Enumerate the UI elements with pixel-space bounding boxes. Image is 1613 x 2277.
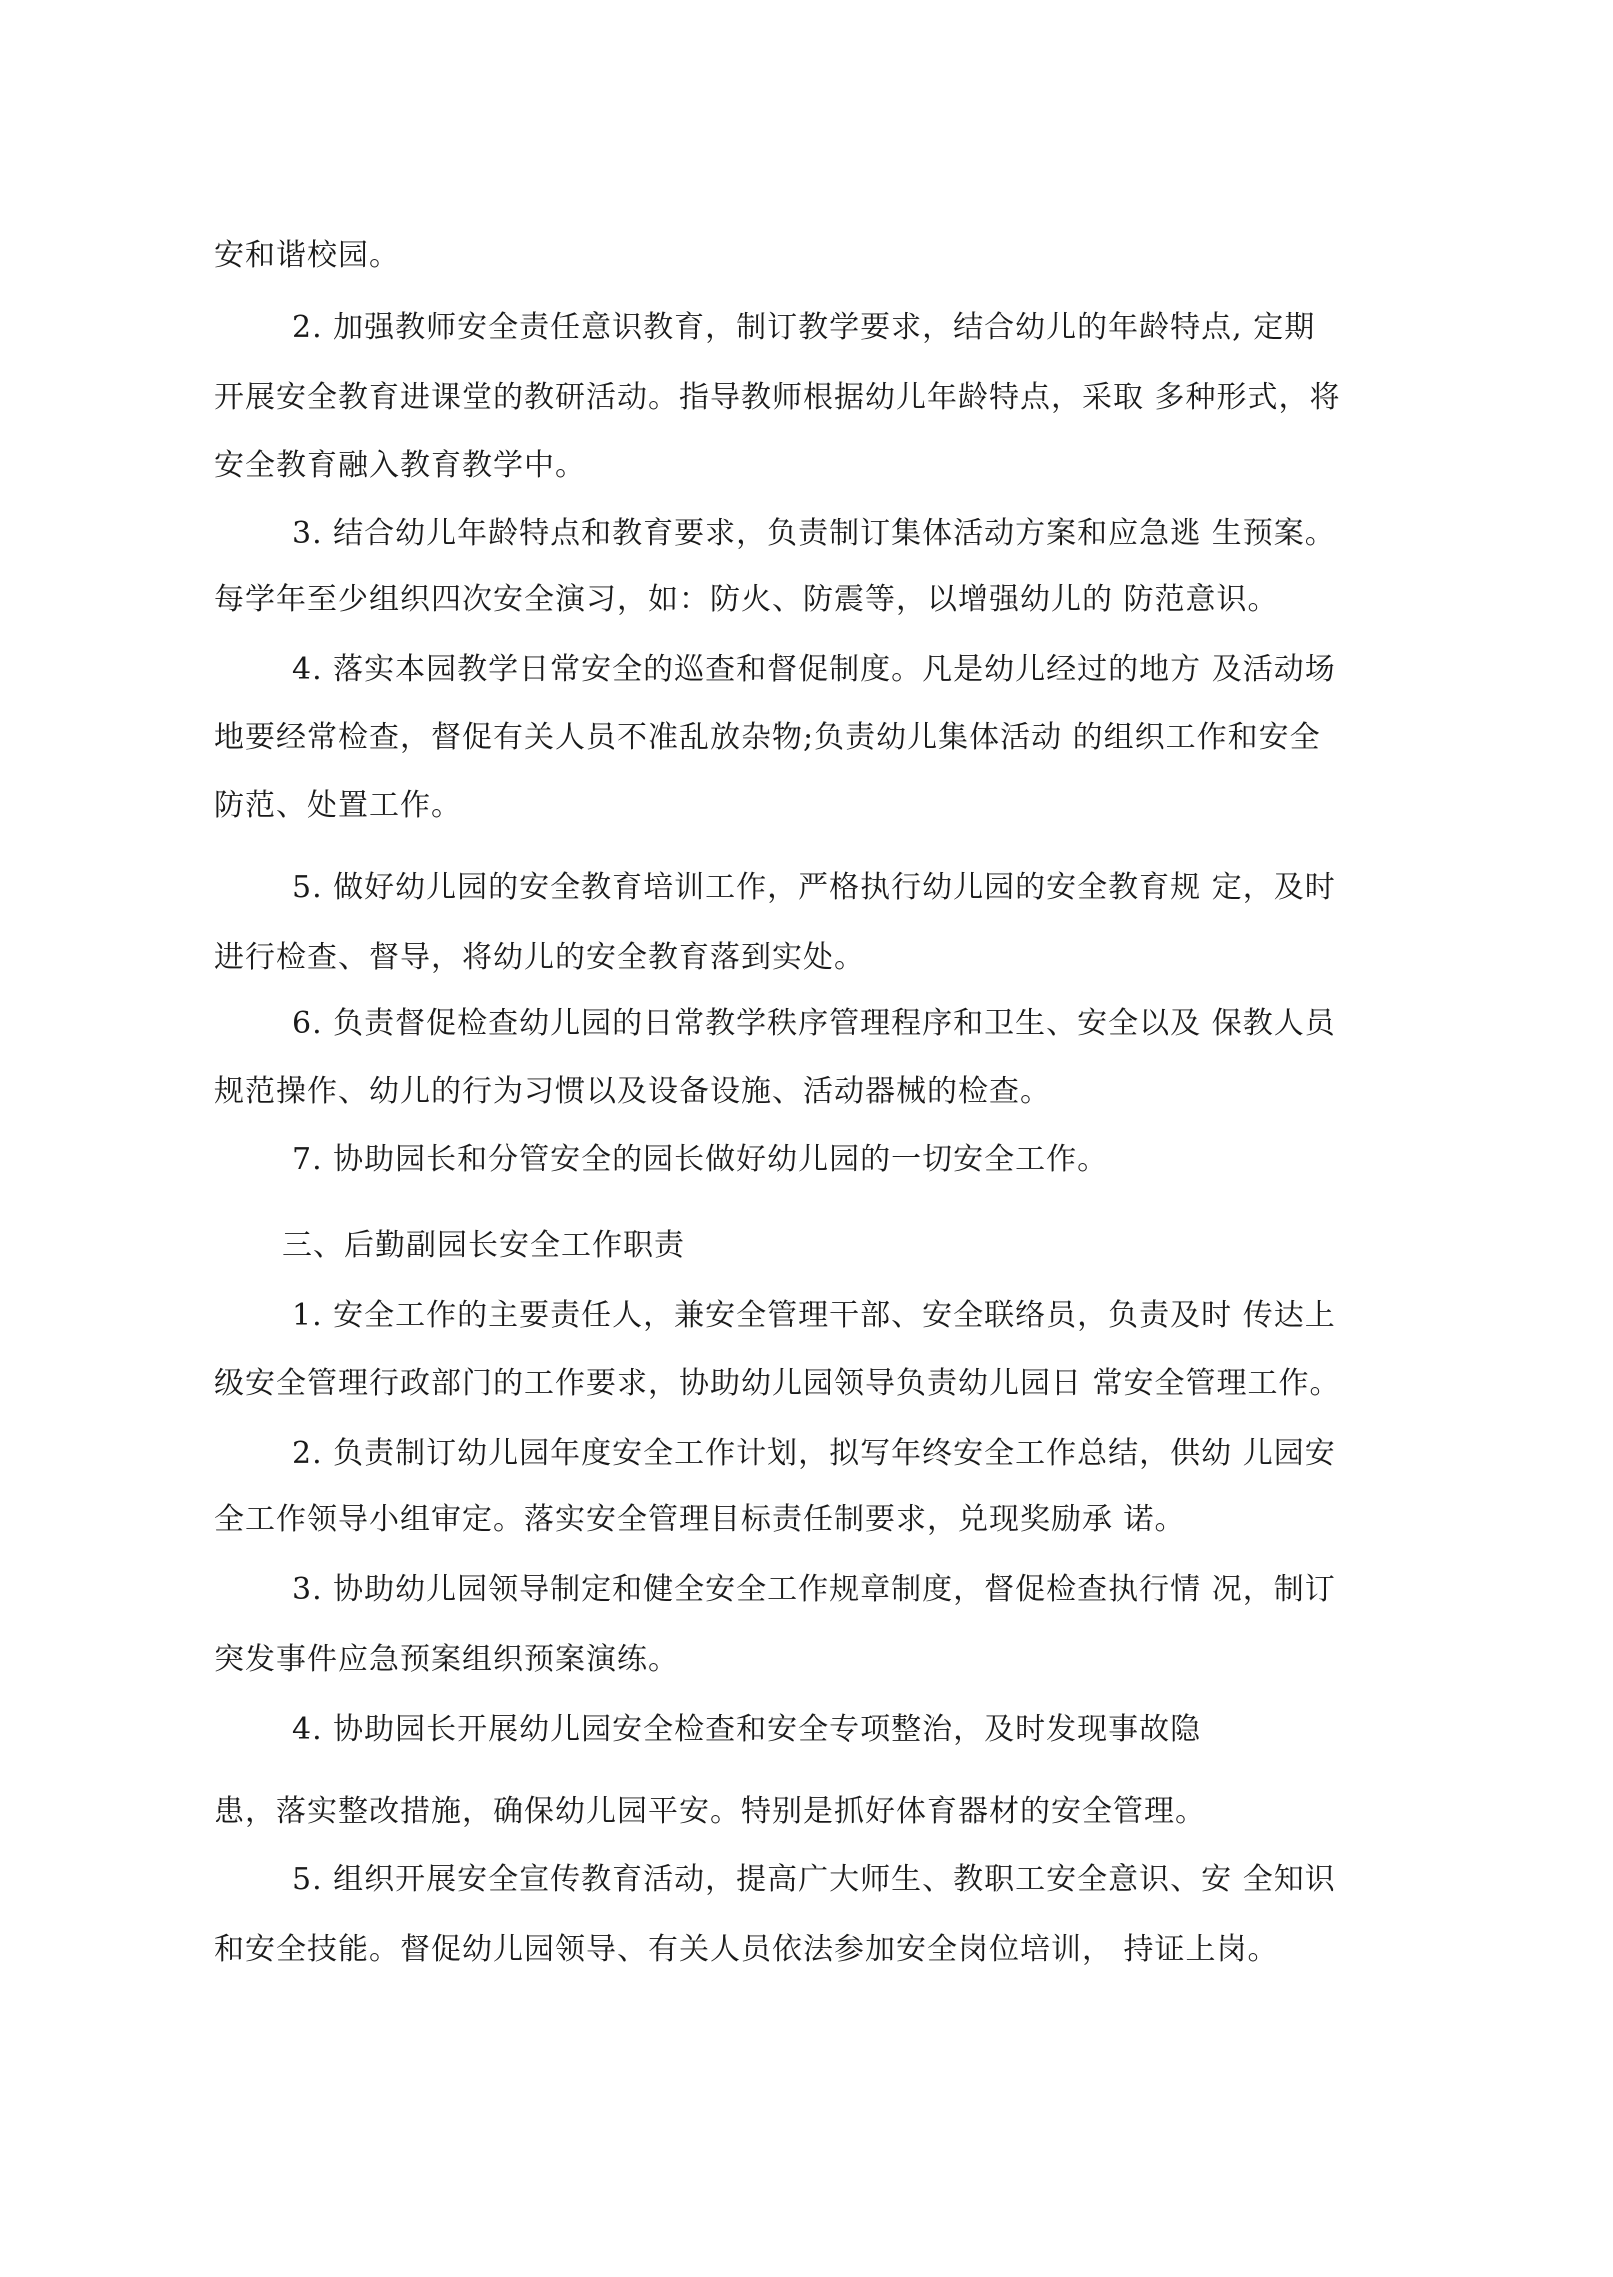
text-line: 突发事件应急预案组织预案演练。 bbox=[214, 1642, 679, 1677]
text-line: 安全教育融入教育教学中。 bbox=[214, 448, 586, 483]
text-line: 全工作领导小组审定。落实安全管理目标责任制要求，兑现奖励承 诺。 bbox=[214, 1502, 1186, 1537]
text-line: 安和谐校园。 bbox=[214, 238, 400, 273]
text-line: 地要经常检查，督促有关人员不准乱放杂物;负责幼儿集体活动 的组织工作和安全 bbox=[214, 720, 1321, 755]
text-line: 防范、处置工作。 bbox=[214, 788, 462, 823]
text-line: 3. 协助幼儿园领导制定和健全安全工作规章制度，督促检查执行情 况，制订 bbox=[292, 1572, 1336, 1607]
text-line: 规范操作、幼儿的行为习惯以及设备设施、活动器械的检查。 bbox=[214, 1074, 1051, 1109]
text-line: 6. 负责督促检查幼儿园的日常教学秩序管理程序和卫生、安全以及 保教人员 bbox=[292, 1006, 1336, 1041]
text-line: 4. 协助园长开展幼儿园安全检查和安全专项整治，及时发现事故隐 bbox=[292, 1712, 1202, 1747]
text-line: 和安全技能。督促幼儿园领导、有关人员依法参加安全岗位培训， 持证上岗。 bbox=[214, 1932, 1279, 1967]
text-line: 级安全管理行政部门的工作要求，协助幼儿园领导负责幼儿园日 常安全管理工作。 bbox=[214, 1366, 1341, 1401]
text-line: 1. 安全工作的主要责任人，兼安全管理干部、安全联络员，负责及时 传达上 bbox=[292, 1298, 1336, 1333]
text-line: 7. 协助园长和分管安全的园长做好幼儿园的一切安全工作。 bbox=[292, 1142, 1109, 1177]
text-line: 每学年至少组织四次安全演习，如：防火、防震等，以增强幼儿的 防范意识。 bbox=[214, 582, 1279, 617]
text-line: 2. 加强教师安全责任意识教育，制订教学要求，结合幼儿的年龄特点, 定期 bbox=[292, 310, 1316, 345]
section-heading: 三、后勤副园长安全工作职责 bbox=[282, 1228, 685, 1263]
text-line: 5. 做好幼儿园的安全教育培训工作，严格执行幼儿园的安全教育规 定，及时 bbox=[292, 870, 1336, 905]
text-line: 3. 结合幼儿年龄特点和教育要求，负责制订集体活动方案和应急逃 生预案。 bbox=[292, 516, 1336, 551]
text-line: 开展安全教育进课堂的教研活动。指导教师根据幼儿年龄特点，采取 多种形式，将 bbox=[214, 380, 1341, 415]
text-line: 5. 组织开展安全宣传教育活动，提高广大师生、教职工安全意识、安 全知识 bbox=[292, 1862, 1336, 1897]
text-line: 2. 负责制订幼儿园年度安全工作计划，拟写年终安全工作总结，供幼 儿园安 bbox=[292, 1436, 1336, 1471]
text-line: 患，落实整改措施，确保幼儿园平安。特别是抓好体育器材的安全管理。 bbox=[214, 1794, 1206, 1829]
text-line: 4. 落实本园教学日常安全的巡查和督促制度。凡是幼儿经过的地方 及活动场 bbox=[292, 652, 1336, 687]
text-line: 进行检查、督导，将幼儿的安全教育落到实处。 bbox=[214, 940, 865, 975]
